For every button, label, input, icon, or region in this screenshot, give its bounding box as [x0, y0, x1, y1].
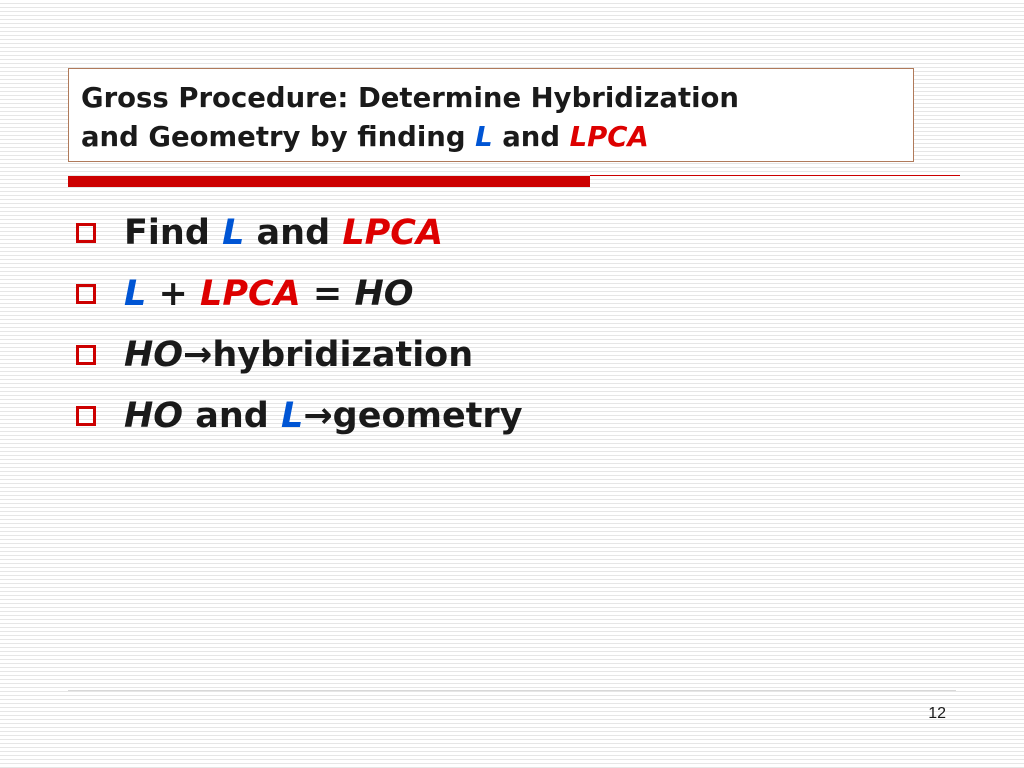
bullet-item — [76, 324, 523, 385]
bullet-LPCA: LPCA — [200, 273, 301, 314]
bullet-text — [124, 213, 443, 253]
title-line-2-prefix: and Geometry by finding — [81, 121, 476, 153]
hollow-square-bullet-icon — [76, 223, 96, 243]
bullet-list — [76, 202, 523, 446]
bullet-HO: HO — [124, 395, 184, 436]
bullet-L: L — [222, 212, 245, 253]
footer-divider — [68, 690, 956, 691]
bullet-L: L — [281, 395, 304, 436]
title-line-2 — [81, 118, 901, 157]
title-and: and — [492, 121, 570, 153]
bullet-item — [76, 263, 523, 324]
bullet-and: and — [183, 395, 282, 436]
bullet-geometry: geometry — [332, 395, 523, 436]
bullet-L: L — [124, 273, 147, 314]
bullet-HO: HO — [354, 273, 414, 314]
title-line-1: Gross Procedure: Determine Hybridization — [81, 82, 739, 114]
title-box — [68, 68, 914, 162]
title-L: L — [475, 121, 493, 153]
title-LPCA: LPCA — [569, 121, 649, 153]
bullet-item — [76, 202, 523, 263]
bullet-text — [124, 335, 473, 375]
hollow-square-bullet-icon — [76, 284, 96, 304]
bullet-LPCA: LPCA — [342, 212, 444, 253]
title-underline-thick — [68, 176, 590, 187]
right-arrow-icon: → — [303, 395, 333, 436]
hollow-square-bullet-icon — [76, 406, 96, 426]
bullet-find: Find — [124, 212, 223, 253]
bullet-text — [124, 396, 523, 436]
title-underline-thin — [590, 175, 960, 176]
bullet-hybridization: hybridization — [212, 334, 474, 375]
bullet-and: and — [244, 212, 343, 253]
right-arrow-icon: → — [183, 334, 213, 375]
bullet-item — [76, 385, 523, 446]
page-number: 12 — [928, 705, 946, 722]
bullet-plus: + — [146, 273, 201, 314]
bullet-equals: = — [300, 273, 355, 314]
bullet-HO: HO — [124, 334, 184, 375]
bullet-text — [124, 274, 414, 314]
hollow-square-bullet-icon — [76, 345, 96, 365]
